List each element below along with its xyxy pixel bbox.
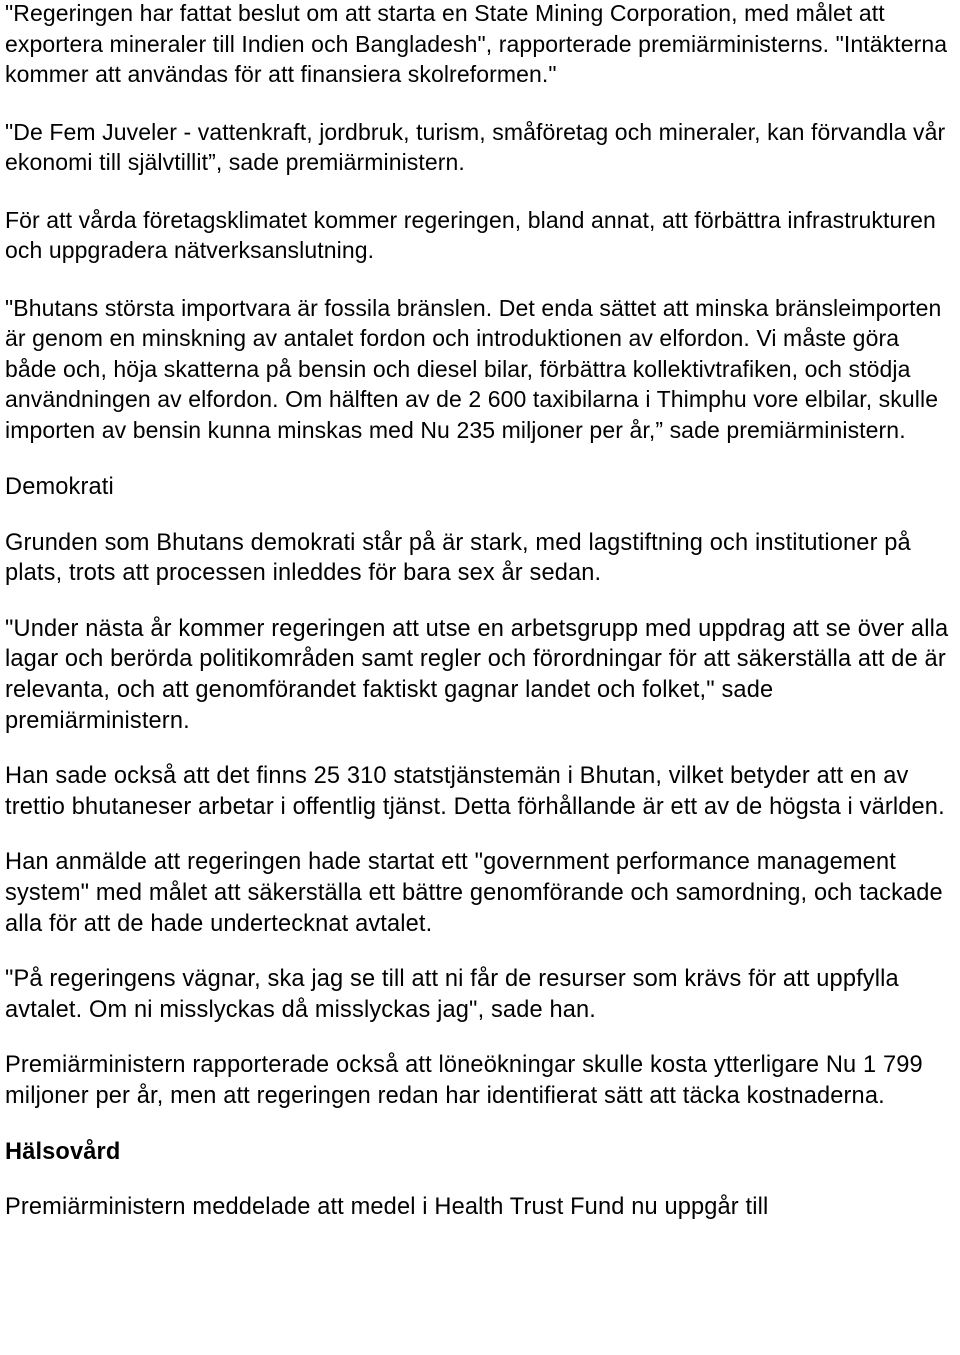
heading-democracy: Demokrati [5, 474, 114, 500]
paragraph-salary: Premiärministern rapporterade också att löneökningar skulle kosta ytterligare Nu 1 799 miljoner per år, men att regeringen redan har identifierat sätt att täcka kostnaderna. [5, 1052, 923, 1109]
paragraph-business-climate: För att vårda företagsklimatet kommer regeringen, bland annat, att förbättra infrastrukturen och uppgradera nätverksanslutning. [5, 206, 936, 263]
civil-servants-sentence-1: Han sade också att det finns 25 310 statstjänstemän i Bhutan, vilket betyder att en av trettio bhutaneser arbetar i offentlig tjänst. [5, 763, 909, 820]
agreement-sentence-2: Om ni misslyckas då misslyckas jag", sade han. [82, 996, 596, 1023]
paragraph-performance-system: Han anmälde att regeringen hade startat ett "government performance management system" med målet att säkerställa ett bättre genomförande och samordning, och tackade alla för att de hade undertecknat avtalet. [5, 849, 943, 937]
fuel-sentence-3: Vi måste göra både och, höja skatterna på bensin och diesel bilar, förbättra kollektivtrafiken, och stödja användningen av elfordon. [5, 325, 911, 412]
paragraph-civil-servants [5, 761, 955, 822]
fuel-sentence-1: "Bhutans största importvara är fossila bränslen. [5, 294, 493, 321]
document-page [5, 0, 955, 1248]
paragraph-fuel-imports [5, 293, 955, 446]
paragraph-health-fund: Premiärministern meddelade att medel i Health Trust Fund nu uppgår till [5, 1194, 769, 1221]
section-democracy [5, 472, 955, 1223]
agreement-sentence-1: "På regeringens vägnar, ska jag se till att ni får de resurser som krävs för att uppfylla avtalet. [5, 966, 899, 1023]
paragraph-five-jewels: "De Fem Juveler - vattenkraft, jordbruk, turism, småföretag och mineraler, kan förvandla vår ekonomi till självtillit”, sade premiärministern. [5, 118, 946, 175]
paragraph-agreement [5, 964, 955, 1025]
paragraph-mining: "Regeringen har fattat beslut om att starta en State Mining Corporation, med målet att exportera mineraler till Indien och Bangladesh", rapporterade premiärministerns. "Intäkterna kommer att användas för att finansiera skolreformen." [5, 0, 948, 87]
heading-health: Hälsovård [5, 1138, 121, 1165]
civil-servants-sentence-2: Detta förhållande är ett av de högsta i världen. [446, 793, 945, 820]
section-economy [5, 0, 955, 445]
paragraph-democracy-foundation: Grunden som Bhutans demokrati står på är stark, med lagstiftning och institutioner på plats, trots att processen inleddes för bara sex år sedan. [5, 529, 911, 587]
fuel-sentence-2: Det enda sättet att minska bränsleimporten är genom en minskning av antalet fordon och introduktionen av elfordon. [5, 294, 942, 351]
fuel-sentence-4: Om hälften av de 2 600 taxibilarna i Thimphu vore elbilar, skulle importen av bensin kunna minskas med Nu 235 miljoner per år,” sade premiärministern. [5, 386, 939, 443]
paragraph-working-group: "Under nästa år kommer regeringen att utse en arbetsgrupp med uppdrag att se över alla lagar och berörda politikområden samt regler och förordningar för att säkerställa att de är relevanta, och att genomförandet faktiskt gagnar landet och folket," sade premiärministern. [5, 615, 949, 734]
